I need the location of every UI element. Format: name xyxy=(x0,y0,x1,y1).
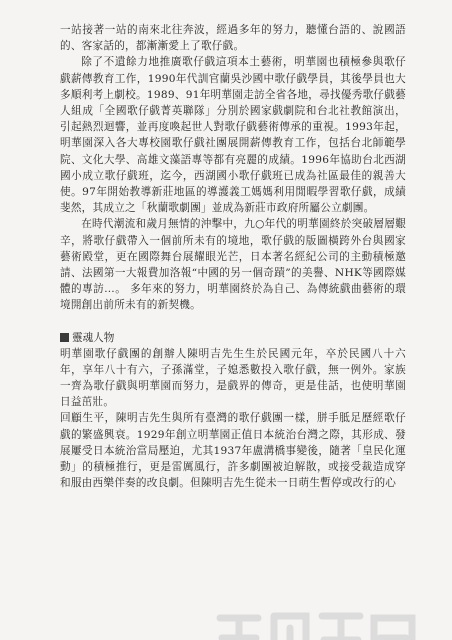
square-bullet-icon xyxy=(60,333,69,342)
paragraph-education: 除了不遺餘力地推廣歌仔戲這項本土藝術，明華園也積極參與歌仔戲薪傳教育工作，1990年代訓官蘭吳沙國中歌仔戲學員，其後學員也大多順利考上劇校。1989、91年明華園走訪全省各地，尋找優秀歌仔戲藝人組成「全國歌仔戲菁英聯隊」分別於國家戲劇院和台北社教館演出，引起熱烈迴響，並再度喚起世人對歌仔戲藝術傳承的重視。1993年起，明華園深入各大專校園歌仔戲社團展開薪傳教育工作，包括台北師範學院、文化大學、高雄文藻語專等都有亮麗的成績。1996年協助台北西湖國小成立歌仔戲班，迄今，西湖國小歌仔戲班已成為社區最佳的親善大使。97年開始教導新莊地區的導護義工媽媽利用閒暇學習歌仔戲，成績斐然，其成立之「秋蘭歌劇團」並成為新莊市政府所屬公立劇團。 xyxy=(60,56,406,215)
paragraph-nineties: 在時代潮流和歲月無情的沖擊中，九○年代的明華園終於突破層層艱辛，將歌仔戲帶入一個前所未有的境地，歌仔戲的版圖橫跨外台與國家藝術殿堂，更在國際舞台展耀眼光芒，日本著名經紀公司的主動積極邀請、法國第一大報費加洛報“中國的另一個奇蹟”的美譽、NHK等國際媒體的專訪…。 多年來的努力，明華園終於為自己、為傳統戲曲藝術的環境開創出前所未有的新契機。 xyxy=(60,218,406,312)
archive-watermark-icon xyxy=(210,604,440,640)
paragraph-founder: 明華園歌仔戲團的創辦人陳明吉先生生於民國元年，卒於民國八十六年，享年八十有六，子孫滿堂，子媳悉數投入歌仔戲，無一例外。家族一齊為歌仔戲與明華園而努力，是戲界的傳奇，更是佳話，也使明華園日益茁壯。 xyxy=(60,347,406,409)
paragraph-history: 回顧生平，陳明吉先生與所有臺灣的歌仔戲團一樣，胼手胝足歷經歌仔戲的繁盛興衰。1929年創立明華園正值日本統治台灣之際，其形成、發展屢受日本統治當局壓迫，尤其1937年盧溝橋事變後，隨著「皇民化運動」的積極推行，更是雷厲風行，許多劇團被迫解散，或接受裁造成穿和服由西樂伴奏的改良劇。但陳明吉先生從未一日萌生暫停或改行的心 xyxy=(60,412,406,490)
section-gap xyxy=(60,314,406,330)
section-heading xyxy=(60,330,406,346)
paragraph-intro: 一站接著一站的南來北往奔波，經過多年的努力，聽懂台語的、說國語的、客家話的，都漸漸愛上了歌仔戲。 xyxy=(60,24,406,53)
section-heading-text: 靈魂人物 xyxy=(72,331,115,344)
